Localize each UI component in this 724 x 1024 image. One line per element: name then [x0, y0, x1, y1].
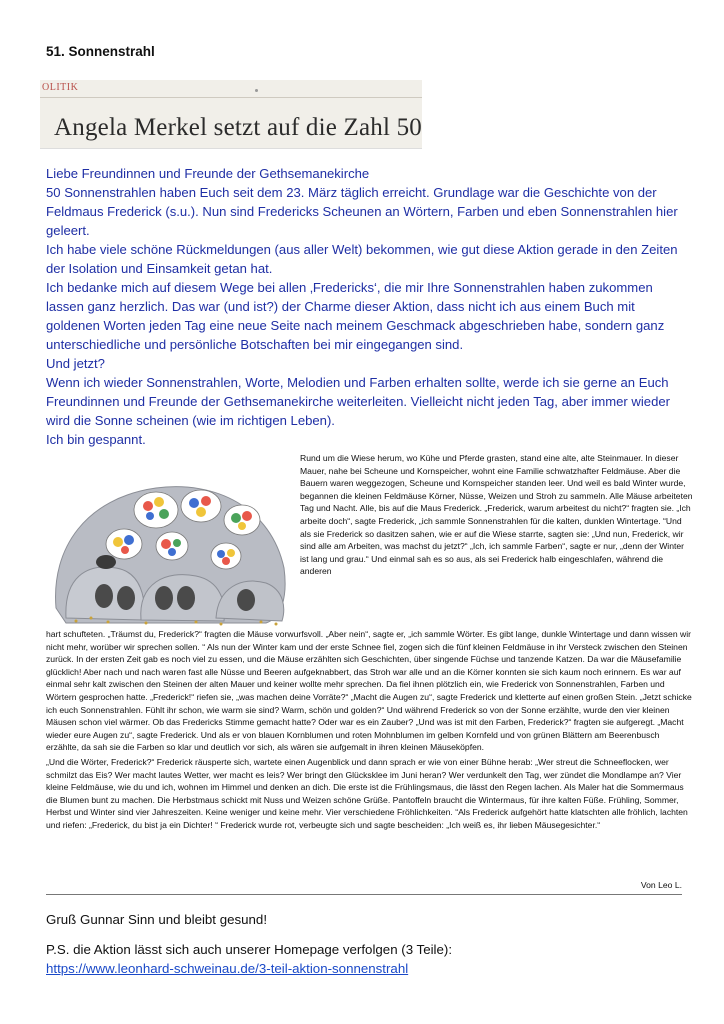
story-author: Von Leo L. [640, 880, 682, 890]
story-paragraph: „Und die Wörter, Frederick?“ Frederick räusperte sich, wartete einen Augenblick und dann sprach er wie von einer Bühne herab: „Wer streut die Schneeflocken, wer schmilzt das Eis? Wer macht lautes Wetter, wer macht es leis? Wer bringt den Glücksklee im Juni heran? Wer verdunkelt den Tag, wer zündet die Mondlampe an? Vier kleine Feldmäuse, wie du und ich, wohnen im Himmel und denken an dich. Die erste ist die Frühlingsmaus, die lässt den Regen lachen. Als Maler hat die Sommermaus die Blumen bunt zu machen. Die Herbstmaus schickt mit Nuss und Weizen schöne Grüße. Pantoffeln braucht die Wintermaus, für ihre kalten Füße. Frühling, Sommer, Herbst und Winter sind vier Jahreszeiten. Keine weniger und keine mehr. Vier verschiedene Fröhlichkeiten. “Als Frederick aufgehört hatte klatschten alle fröhlich, lachten und riefen: „Frederick, du bist ja ein Dichter! “ Frederick wurde rot, verbeugte sich und sagte bescheiden: „Ich weiß es, ihr lieben Mäusegesichter.“ [46, 756, 688, 830]
letter-body [46, 164, 686, 449]
story-text-full [46, 628, 694, 832]
story-paragraph: hart schufteten. „Träumst du, Frederick?“ fragten die Mäuse vorwurfsvoll. „Aber nein“, sagte er, „ich sammle Wörter. Es gibt lange, dunkle Wintertage und dann wissen wir nicht mehr, worüber wir sprechen sollen. “ Als nun der Winter kam und der erste Schnee fiel, zogen sich die fünf kleinen Feldmäuse in ihr Versteck zwischen den Steinen zurück. In der ersten Zeit gab es noch viel zu essen, und die Mäuse erzählten sich Geschichten, über singende Füchse und tanzende Katzen. Da war die Mäusefamilie glücklich! Aber nach und nach waren fast alle Nüsse und Beeren aufgeknabbert, das Stroh war alle und an die Körner konnten sie sich kaum noch erinnern. Es war auf einmal sehr kalt zwischen den Steinen der alten Mauer und keiner wollte mehr sprechen. Da fiel ihnen plötzlich ein, wie Frederick von Sonnenstrahlen, Farben und Wörtern gesprochen hatte. „Frederick!“ riefen sie, „was machen deine Vorräte?“ „Macht die Augen zu“, sagte Frederick und kletterte auf einen großen Stein. „Jetzt schicke ich euch Sonnenstrahlen. Fühlt ihr schon, wie warm sie sind? Warm, schön und golden?“ Und während Frederick so von der Sonne erzählte, wurde den vier kleinen Mäusen schon viel wärmer. Ob das Fredericks Stimme gemacht hatte? Oder war es ein Zauber? „Und was ist mit den Farben, Frederick?“ fragten sie aufgeregt. „Macht wieder eure Augen zu“, sagte Frederick. Und als er von blauen Kornblumen und roten Mohnblumen im gelben Kornfeld und von grünen Blättern am Beerenbusch erzählte, da sah sie die Farben so klar und deutlich vor sich, als wären sie aufgemalt in ihren kleinen Mäuseköpfen. [46, 629, 692, 753]
clipping-divider [40, 97, 422, 98]
letter-paragraph: Und jetzt? [46, 356, 105, 371]
letter-paragraph: Wenn ich wieder Sonnenstrahlen, Worte, Melodien und Farben erhalten sollte, werde ich sie gerne an Euch Freundinnen und Freunde der Gethsemanekirche weiterleiten. Vielleicht nicht jeden Tag, aber immer wieder wird die Sonne scheinen (wie im richtigen Leben). [46, 375, 670, 428]
page-heading: 51. Sonnenstrahl [46, 44, 155, 59]
letter-paragraph: 50 Sonnenstrahlen haben Euch seit dem 23. März täglich erreicht. Grundlage war die Geschichte von der Feldmaus Frederick (s.u.). Nun sind Fredericks Scheunen an Wörtern, Farben und eben Sonnenstrahlen hier geleert. [46, 185, 678, 238]
letter-paragraph: Ich bin gespannt. [46, 432, 146, 447]
closing-greeting: Gruß Gunnar Sinn und bleibt gesund! [46, 912, 268, 927]
letter-greeting: Liebe Freundinnen und Freunde der Gethsemanekirche [46, 166, 370, 181]
author-row [46, 878, 682, 895]
letter-paragraph: Ich habe viele schöne Rückmeldungen (aus aller Welt) bekommen, wie gut diese Aktion gerade in den Zeiten der Isolation und Einsamkeit getan hat. [46, 242, 678, 276]
postscript-text: P.S. die Aktion lässt sich auch unserer Homepage verfolgen (3 Teile): [46, 942, 453, 957]
postscript [46, 940, 686, 978]
newspaper-clipping [40, 80, 422, 149]
story-text-right [300, 452, 694, 578]
clipping-dot-icon [255, 89, 258, 92]
frederick-illustration [46, 458, 294, 628]
homepage-link[interactable]: https://www.leonhard-schweinau.de/3-teil-aktion-sonnenstrahl [46, 961, 409, 976]
letter-paragraph: Ich bedanke mich auf diesem Wege bei allen ‚Fredericks‘, die mir Ihre Sonnenstrahlen haben zukommen lassen ganz herzlich. Das war (und ist?) der Charme dieser Aktion, dass nicht ich aus einem Buch mit goldenen Worten jeden Tag eine neue Seite nach meinem Geschmack abgeschrieben habe, sondern ganz unterschiedliche und persönliche Botschaften bei mir eingegangen sind. [46, 280, 665, 352]
clipping-headline: Angela Merkel setzt auf die Zahl 50 [54, 114, 422, 141]
story-paragraph: Rund um die Wiese herum, wo Kühe und Pferde grasten, stand eine alte, alte Steinmauer. In dieser Mauer, nahe bei Scheune und Kornspeicher, wohnt eine Familie schwatzhafter Feldmäuse. Aber die Bauern waren weggezogen, Scheune und Kornspeicher standen leer. Und weil es bald Winter wurde, begannen die kleinen Feldmäuse Körner, Nüsse, Weizen und Stroh zu sammeln. Alle Mäuse arbeiteten Tag und Nacht. Alle, bis auf die Maus Frederick. „Frederick, warum arbeitest du nicht?“ fragten sie. „Ich arbeite doch“, sagte Frederick, „ich sammle Sonnenstrahlen für die kalten, dunklen Wintertage. “Und als sie Frederick so dasitzen sahen, wie er auf die Wiese starrte, sagten sie: „Und nun, Frederick, wir sind alle am Arbeiten, was machst du jetzt?“ „Ich, ich sammle Farben“, sagte er nur, „denn der Winter ist lang und grau.“ Und einmal sah es so aus, als sei Frederick halb eingeschlafen, während die anderen [300, 453, 693, 577]
clipping-section-label: OLITIK [42, 82, 79, 93]
